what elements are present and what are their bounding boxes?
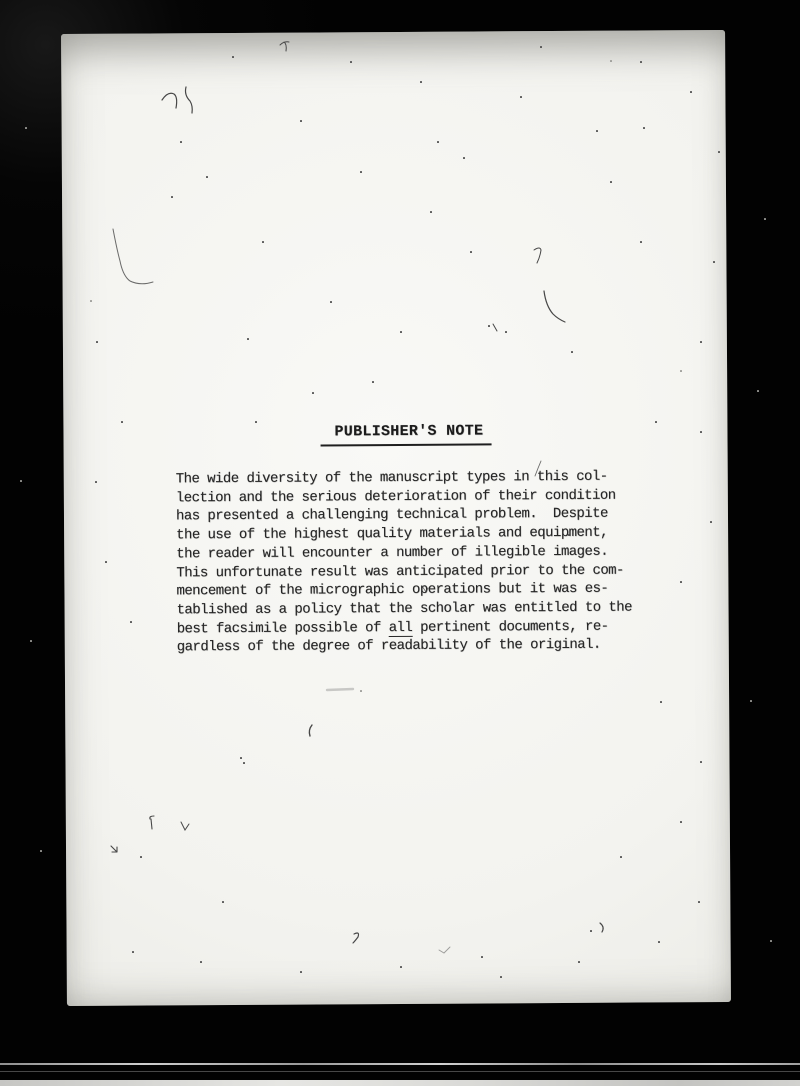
page-title: PUBLISHER'S NOTE (334, 422, 484, 441)
body-line: This unfortunate result was anticipated prior to the com- (176, 562, 624, 581)
underlined-word: all (388, 619, 413, 636)
note-body (176, 468, 633, 658)
scan-line-bright (0, 1063, 800, 1065)
dust-specks-light (0, 0, 2, 2)
body-line: the use of the highest quality materials and equipment, (176, 524, 608, 544)
publishers-note-title (320, 421, 491, 446)
body-line-segment: best facsimile possible of (176, 619, 389, 637)
body-line: has presented a challenging technical problem. Despite (175, 506, 608, 525)
scanned-page (61, 30, 731, 1006)
body-line-segment: pertinent documents, re- (412, 618, 609, 636)
body-line: lection and the serious deterioration of their condition (175, 487, 616, 507)
body-line: tablished as a policy that the scholar was entitled to the (176, 599, 632, 619)
scan-line-faint (0, 1071, 800, 1072)
body-line: the reader will encounter a number of illegible images. (176, 543, 609, 563)
body-line: gardless of the degree of readability of the original. (176, 637, 601, 656)
body-line: mencement of the micrographic operations but it was es- (176, 580, 609, 600)
scan-edge-strip (0, 1080, 800, 1086)
body-line: The wide diversity of the manuscript types in this col- (175, 468, 608, 488)
